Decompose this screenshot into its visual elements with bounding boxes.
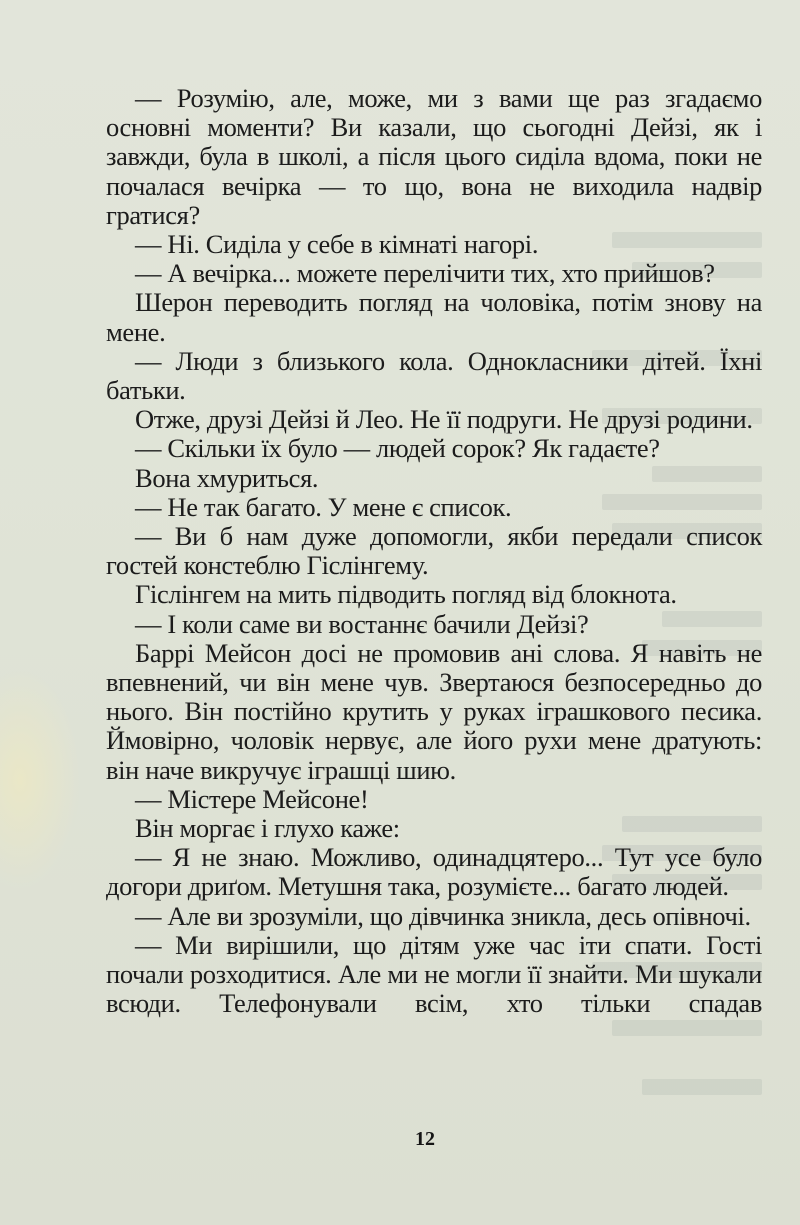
paragraph: Вона хмуриться. <box>135 462 319 493</box>
paragraph: Гіслінгем на мить підводить погляд від блокнота. <box>135 579 677 610</box>
paragraph: — Ви б нам дуже допомогли, якби передали список гостей констеблю Гіслінгему. <box>106 521 762 581</box>
paragraph: — Люди з близького кола. Однокласники дітей. Їхні батьки. <box>106 345 762 406</box>
body-text <box>106 84 762 1019</box>
paragraph: — Містере Мейсоне! <box>135 783 369 814</box>
paragraph: — І коли саме ви востаннє бачили Дейзі? <box>135 608 589 639</box>
paragraph: — Я не знаю. Можливо, одинадцятеро... Тут усе було догори дриґом. Метушня така, розумієте... багато людей. <box>106 842 762 902</box>
paragraph: — Розумію, але, може, ми з вами ще раз згадаємо основні моменти? Ви казали, що сьогодні Дейзі, як і завжди, була в школі, а після цього сиділа вдома, поки не почалася вечірка — то що, вона не виходила надвір гратися? <box>106 83 762 230</box>
paragraph: — Ми вирішили, що дітям уже час іти спати. Гості почали розходитися. Але ми не могли її знайти. Ми шукали всюди. Телефонували всім, хто тільки спадав <box>106 929 762 1019</box>
paragraph: — А вечірка... можете перелічити тих, хто прийшов? <box>135 258 715 289</box>
paragraph: — Скільки їх було — людей сорок? Як гадаєте? <box>135 433 660 464</box>
paragraph: Баррі Мейсон досі не промовив ані слова. Я навіть не впевнений, чи він мене чув. Звертаюся безпосередньо до нього. Він постійно крутить у руках іграшкового песика. Ймовірно, чоловік нервує, але його рухи мене дратують: він наче викручує іграшці шию. <box>106 637 762 785</box>
paragraph: Шерон переводить погляд на чоловіка, потім знову на мене. <box>106 287 762 347</box>
paragraph: — Але ви зрозуміли, що дівчинка зникла, десь опівночі. <box>135 900 751 931</box>
paragraph: — Ні. Сиділа у себе в кімнаті нагорі. <box>135 229 539 260</box>
paragraph: Він моргає і глухо каже: <box>135 813 400 844</box>
paragraph: — Не так багато. У мене є список. <box>135 491 512 522</box>
paragraph: Отже, друзі Дейзі й Лео. Не її подруги. Не друзі родини. <box>135 404 753 435</box>
page-number: 12 <box>415 1128 435 1150</box>
